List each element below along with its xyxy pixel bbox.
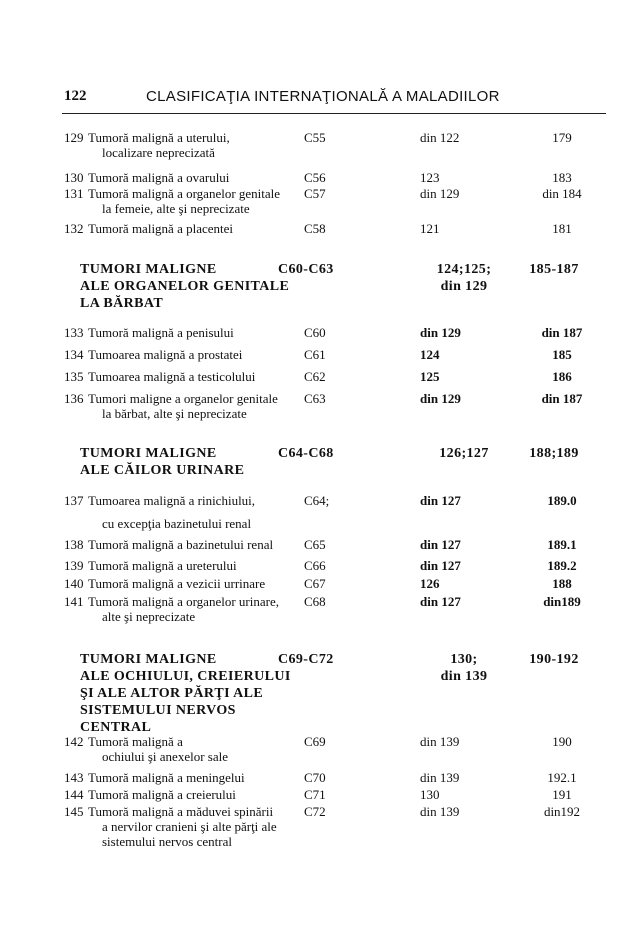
entry-number: 129 bbox=[64, 130, 84, 145]
section-ref-line: din 129 bbox=[440, 279, 488, 294]
entry-ref2: 189.0 bbox=[547, 493, 577, 508]
entry-number: 143 bbox=[64, 770, 84, 785]
entry-ref2: din 187 bbox=[541, 391, 583, 406]
entry-description bbox=[88, 804, 314, 849]
entry-number: 139 bbox=[64, 558, 84, 573]
section-code: C60-C63 bbox=[278, 262, 334, 277]
entry-description-line: ochiului şi anexelor sale bbox=[102, 749, 228, 764]
entry-ref: 121 bbox=[420, 221, 440, 236]
entry-ref2: 186 bbox=[552, 369, 572, 384]
entry-description-line: cu excepţia bazinetului renal bbox=[102, 516, 252, 531]
entry-ref: 125 bbox=[420, 369, 440, 384]
entry-ref: din 127 bbox=[420, 537, 461, 552]
entry-ref2: 192.1 bbox=[547, 770, 577, 785]
entry-ref2: 189.1 bbox=[547, 537, 577, 552]
entry-description-line: la bărbat, alte şi neprecizate bbox=[102, 406, 247, 421]
entry-description-line: Tumoră malignă a ovarului bbox=[88, 170, 230, 185]
entry-description-line: Tumoră malignă a uterului, bbox=[88, 130, 230, 145]
entry-description bbox=[88, 770, 314, 785]
entry-code: C69 bbox=[304, 734, 326, 749]
entry-ref: din 129 bbox=[420, 391, 461, 406]
entry-ref2: 188 bbox=[552, 576, 572, 591]
running-title: CLASIFICAŢIA INTERNAŢIONALĂ A MALADIILOR bbox=[146, 88, 500, 105]
section-code: C69-C72 bbox=[278, 652, 334, 667]
section-title-line: ALE CĂILOR URINARE bbox=[80, 463, 245, 478]
entry-number: 135 bbox=[64, 369, 84, 384]
entry-description bbox=[88, 221, 314, 236]
section-title-line: TUMORI MALIGNE bbox=[80, 262, 217, 277]
section-ref-line: 126;127 bbox=[439, 446, 489, 461]
section-ref-line: 130; bbox=[450, 652, 478, 667]
entry-ref: din 127 bbox=[420, 594, 461, 609]
entry-code: C65 bbox=[304, 537, 326, 552]
entry-description-line: Tumoră malignă a bazinetului renal bbox=[88, 537, 274, 552]
entry-ref2: 185 bbox=[552, 347, 572, 362]
entry-ref2: 181 bbox=[552, 221, 572, 236]
entry-code: C70 bbox=[304, 770, 326, 785]
entry-description-line: Tumoră malignă a placentei bbox=[88, 221, 234, 236]
section-title bbox=[80, 445, 300, 479]
entry-description bbox=[88, 493, 314, 531]
section-ref2: 185-187 bbox=[529, 262, 579, 277]
section-title-line: TUMORI MALIGNE bbox=[80, 446, 217, 461]
section-title-line: ALE OCHIULUI, CREIERULUI bbox=[80, 669, 291, 684]
entry-ref2: din 187 bbox=[541, 325, 583, 340]
entry-number: 141 bbox=[64, 594, 84, 609]
entry-ref: din 139 bbox=[420, 770, 460, 785]
entry-number: 133 bbox=[64, 325, 84, 340]
entry-description-line: Tumoră malignă a creierului bbox=[88, 787, 236, 802]
entry-ref2: din192 bbox=[543, 804, 581, 819]
entry-description-line: Tumoarea malignă a rinichiului, bbox=[88, 493, 256, 508]
section-title bbox=[80, 261, 300, 312]
entry-ref: 124 bbox=[420, 347, 440, 362]
entry-description-line: Tumori maligne a organelor genitale bbox=[88, 391, 278, 406]
entry-code: C55 bbox=[304, 130, 326, 145]
entry-code: C67 bbox=[304, 576, 326, 591]
page-header bbox=[64, 88, 604, 110]
entry-ref: din 122 bbox=[420, 130, 460, 145]
entry-number: 136 bbox=[64, 391, 84, 406]
section-ref2: 188;189 bbox=[529, 446, 579, 461]
entry-code: C68 bbox=[304, 594, 326, 609]
entry-ref2: 189.2 bbox=[547, 558, 577, 573]
section-title-line: SISTEMULUI NERVOS CENTRAL bbox=[80, 703, 236, 735]
page-number: 122 bbox=[64, 88, 87, 104]
entry-description bbox=[88, 537, 314, 552]
entry-code: C66 bbox=[304, 558, 326, 573]
entry-description bbox=[88, 130, 314, 160]
entry-number: 130 bbox=[64, 170, 84, 185]
entry-ref2: 190 bbox=[552, 734, 572, 749]
entry-description-line: Tumoră malignă a meningelui bbox=[88, 770, 245, 785]
entry-ref: din 139 bbox=[420, 734, 460, 749]
section-title-line: TUMORI MALIGNE bbox=[80, 652, 217, 667]
entry-number: 145 bbox=[64, 804, 84, 819]
entry-description bbox=[88, 576, 314, 591]
entry-number: 142 bbox=[64, 734, 84, 749]
entry-description bbox=[88, 558, 314, 573]
entry-description bbox=[88, 170, 314, 185]
entry-ref2: 183 bbox=[552, 170, 572, 185]
entry-ref: din 139 bbox=[420, 804, 460, 819]
entry-code: C58 bbox=[304, 221, 326, 236]
entry-ref2: 179 bbox=[552, 130, 572, 145]
entry-number: 137 bbox=[64, 493, 84, 508]
section-title bbox=[80, 651, 300, 736]
entry-description bbox=[88, 594, 314, 624]
entry-description bbox=[88, 787, 314, 802]
entry-description bbox=[88, 391, 314, 421]
entry-description-line: Tumoră malignă a organelor genitale bbox=[88, 186, 281, 201]
entry-code: C64; bbox=[304, 493, 330, 508]
entry-code: C56 bbox=[304, 170, 326, 185]
entry-code: C63 bbox=[304, 391, 326, 406]
section-ref-line: din 139 bbox=[440, 669, 488, 684]
entry-number: 134 bbox=[64, 347, 84, 362]
entry-ref: 123 bbox=[420, 170, 440, 185]
entry-number: 138 bbox=[64, 537, 84, 552]
entry-description-line: sistemului nervos central bbox=[102, 834, 232, 849]
entry-code: C62 bbox=[304, 369, 326, 384]
entry-number: 140 bbox=[64, 576, 84, 591]
entry-description bbox=[88, 186, 314, 216]
entry-description-line: Tumoră malignă a organelor urinare, bbox=[88, 594, 279, 609]
section-title-line: ŞI ALE ALTOR PĂRŢI ALE bbox=[80, 686, 264, 701]
entry-number: 132 bbox=[64, 221, 84, 236]
section-title-line: ALE ORGANELOR GENITALE bbox=[80, 279, 290, 294]
entry-ref: din 129 bbox=[420, 186, 460, 201]
entry-description-line: Tumoarea malignă a prostatei bbox=[88, 347, 243, 362]
entry-description-line: a nervilor cranieni şi alte părţi ale bbox=[102, 819, 277, 834]
entry-description bbox=[88, 347, 314, 362]
entry-code: C61 bbox=[304, 347, 326, 362]
entry-description bbox=[88, 325, 314, 340]
entry-ref: 126 bbox=[420, 576, 440, 591]
entry-number: 144 bbox=[64, 787, 84, 802]
entry-number: 131 bbox=[64, 186, 84, 201]
entry-description bbox=[88, 369, 314, 384]
section-title-line: LA BĂRBAT bbox=[80, 296, 164, 311]
entry-description-line: Tumoră malignă a măduvei spinării bbox=[88, 804, 274, 819]
entry-description-line: Tumoră malignă a vezicii urrinare bbox=[88, 576, 266, 591]
entry-code: C57 bbox=[304, 186, 326, 201]
entry-ref: din 127 bbox=[420, 493, 461, 508]
section-ref-line: 124;125; bbox=[436, 262, 492, 277]
entry-ref2: din189 bbox=[543, 594, 581, 609]
entry-ref: din 127 bbox=[420, 558, 461, 573]
section-ref bbox=[414, 651, 514, 685]
entry-ref2: din 184 bbox=[542, 186, 582, 201]
entry-ref2: 191 bbox=[552, 787, 572, 802]
entry-description-line: localizare neprecizată bbox=[102, 145, 215, 160]
entry-description-line: Tumoarea malignă a testicolului bbox=[88, 369, 256, 384]
section-ref bbox=[414, 261, 514, 295]
section-code: C64-C68 bbox=[278, 446, 334, 461]
entry-description-line: Tumoră malignă a ureterului bbox=[88, 558, 237, 573]
header-rule bbox=[62, 113, 606, 114]
entry-description-line: Tumoră malignă a bbox=[88, 734, 183, 749]
entry-code: C71 bbox=[304, 787, 326, 802]
entry-ref: 130 bbox=[420, 787, 440, 802]
entry-description-line: Tumoră malignă a penisului bbox=[88, 325, 234, 340]
entry-code: C72 bbox=[304, 804, 326, 819]
entry-description-line: la femeie, alte şi neprecizate bbox=[102, 201, 250, 216]
section-ref2: 190-192 bbox=[529, 652, 579, 667]
entry-ref: din 129 bbox=[420, 325, 461, 340]
entry-description bbox=[88, 734, 314, 764]
entry-description-line: alte şi neprecizate bbox=[102, 609, 196, 624]
section-ref bbox=[414, 445, 514, 462]
entry-code: C60 bbox=[304, 325, 326, 340]
